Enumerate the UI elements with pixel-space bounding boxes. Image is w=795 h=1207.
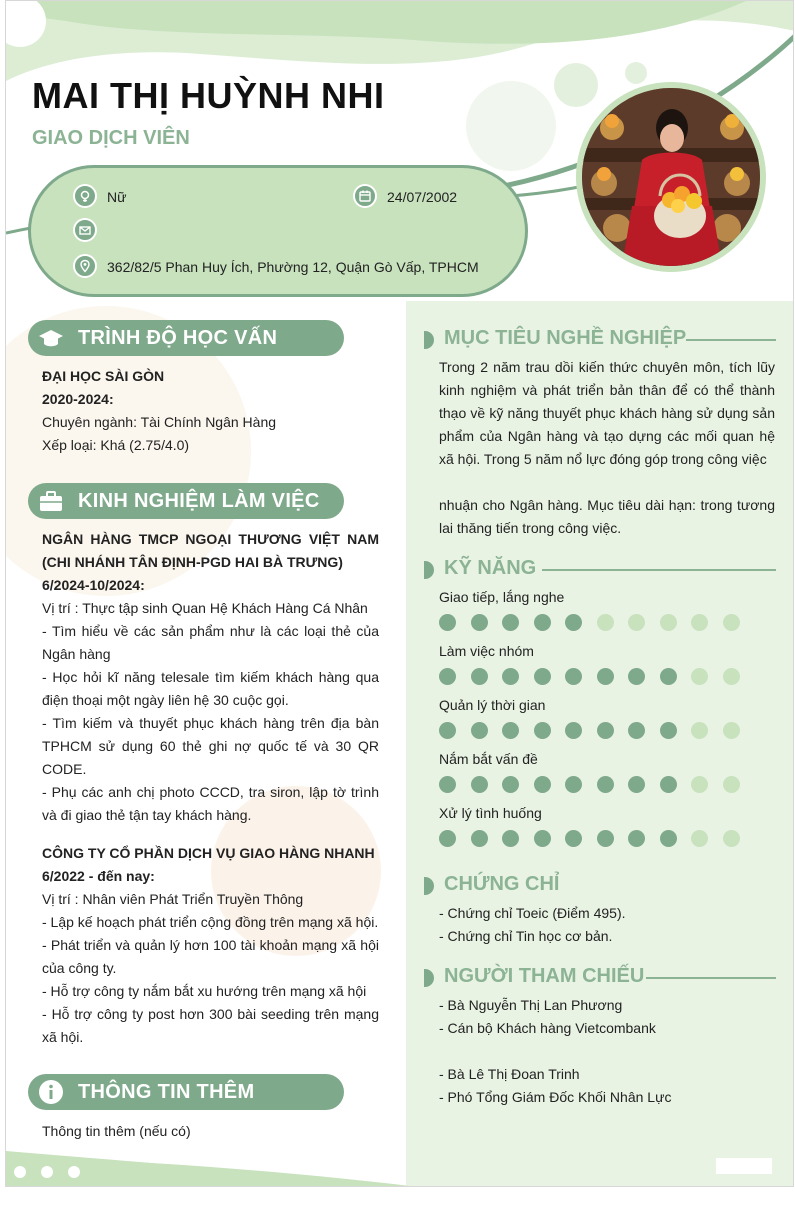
rating-dot xyxy=(565,614,582,631)
experience-section-header xyxy=(28,483,344,519)
decor-dot xyxy=(68,1166,80,1178)
experience-job-1 xyxy=(42,528,379,827)
education-school: ĐẠI HỌC SÀI GÒN xyxy=(42,368,165,384)
references-title: NGƯỜI THAM CHIẾU xyxy=(444,965,645,987)
rating-dot xyxy=(691,668,708,685)
candidate-role: GIAO DỊCH VIÊN xyxy=(32,127,190,149)
graduation-cap-icon xyxy=(38,325,64,351)
job-company: CÔNG TY CỔ PHẦN DỊCH VỤ GIAO HÀNG NHANH xyxy=(42,845,375,861)
address-value: 362/82/5 Phan Huy Ích, Phường 12, Quận Gò Vấp, TPHCM xyxy=(107,259,479,275)
rating-dot xyxy=(691,776,708,793)
extra-section-header xyxy=(28,1074,344,1110)
rating-dot xyxy=(691,614,708,631)
rating-dot xyxy=(439,668,456,685)
reference-name: - Bà Lê Thị Đoan Trinh xyxy=(439,1066,580,1082)
education-major: Chuyên ngành: Tài Chính Ngân Hàng xyxy=(42,414,277,430)
job-company: NGÂN HÀNG TMCP NGOẠI THƯƠNG VIỆT NAM (CHI NHÁNH TÂN ĐỊNH-PGD HAI BÀ TRƯNG) xyxy=(42,531,379,570)
rating-dot xyxy=(439,722,456,739)
briefcase-icon xyxy=(38,488,64,514)
rating-dot xyxy=(471,776,488,793)
education-grade: Xếp loại: Khá (2.75/4.0) xyxy=(42,437,190,453)
job-task: - Học hỏi kĩ năng telesale tìm kiếm khách hàng qua điện thoại một ngày liên hệ 30 cuộc gọi. xyxy=(42,669,379,708)
rating-dot xyxy=(723,668,740,685)
rating-dot xyxy=(534,668,551,685)
gender-value: Nữ xyxy=(107,189,127,205)
rating-dot xyxy=(628,614,645,631)
rating-dot xyxy=(660,668,677,685)
rating-dot xyxy=(565,776,582,793)
skill-name: Giao tiếp, lắng nghe xyxy=(439,589,565,605)
certificate-item: - Chứng chỉ Tin học cơ bản. xyxy=(439,928,613,944)
rating-dot xyxy=(534,614,551,631)
rating-dot xyxy=(534,776,551,793)
objective-section-header xyxy=(424,327,776,353)
job-position: Vị trí : Nhân viên Phát Triển Truyền Thông xyxy=(42,891,304,907)
rating-dot xyxy=(565,722,582,739)
job-task: - Lập kế hoạch phát triển cộng đồng trên mạng xã hội. xyxy=(42,914,379,930)
experience-title: KINH NGHIỆM LÀM VIỆC xyxy=(78,490,320,512)
rating-dot xyxy=(439,614,456,631)
job-period: 6/2024-10/2024: xyxy=(42,577,145,593)
skill-name: Quản lý thời gian xyxy=(439,697,546,713)
rating-dot xyxy=(471,830,488,847)
rating-dot xyxy=(502,722,519,739)
rating-dot xyxy=(502,830,519,847)
rating-dot xyxy=(597,830,614,847)
extra-text: Thông tin thêm (nếu có) xyxy=(42,1123,191,1139)
rating-dot xyxy=(660,722,677,739)
location-icon xyxy=(73,254,97,278)
rating-dot xyxy=(502,668,519,685)
rating-dot xyxy=(471,614,488,631)
rating-dot xyxy=(565,830,582,847)
rating-dot xyxy=(439,830,456,847)
cv-page xyxy=(5,0,794,1187)
skills-title: KỸ NĂNG xyxy=(444,557,537,579)
education-block xyxy=(42,365,379,457)
skill-name: Xử lý tình huống xyxy=(439,805,542,821)
objective-text: Trong 2 năm trau dồi kiến thức chuyên môn, tích lũy kinh nghiệm và phát triển bản thân để có thể thành thạo về kỹ năng thuyết phục khách hàng sử dụng sản phẩm của Ngân hàng và tạo dựng các mối quan hệ xã hội. Trong 5 năm nổ lực đóng góp trong công việc nhuận cho Ngân hàng. Mục tiêu dài hạn: trong tương lai thăng tiến trong công việc. xyxy=(439,359,775,536)
rating-dot xyxy=(597,668,614,685)
rating-dot xyxy=(471,668,488,685)
rating-dot xyxy=(660,830,677,847)
job-task: - Hỗ trợ công ty post hơn 300 bài seeding trên mạng xã hội. xyxy=(42,1006,379,1045)
certificates-section-header xyxy=(424,873,776,899)
certificate-item: - Chứng chỉ Toeic (Điểm 495). xyxy=(439,905,626,921)
rating-dot xyxy=(628,830,645,847)
profile-photo xyxy=(582,88,760,266)
rating-dot xyxy=(723,614,740,631)
decor-dot xyxy=(41,1166,53,1178)
references-section-header xyxy=(424,965,776,991)
rating-dot xyxy=(502,776,519,793)
rating-dot xyxy=(723,722,740,739)
rating-dot xyxy=(723,776,740,793)
extra-title: THÔNG TIN THÊM xyxy=(78,1081,255,1103)
job-period: 6/2022 - đến nay: xyxy=(42,868,155,884)
rating-dot xyxy=(628,776,645,793)
decor-dot xyxy=(14,1166,26,1178)
job-position: Vị trí : Thực tập sinh Quan Hệ Khách Hàng Cá Nhân xyxy=(42,600,368,616)
email-icon xyxy=(73,218,97,242)
rating-dot xyxy=(597,776,614,793)
rating-dot xyxy=(534,722,551,739)
info-icon xyxy=(38,1079,64,1105)
education-title: TRÌNH ĐỘ HỌC VẤN xyxy=(78,327,278,349)
skill-name: Làm việc nhóm xyxy=(439,643,534,659)
certificates-list xyxy=(439,902,775,948)
skills-section-header xyxy=(424,557,776,583)
rating-dot xyxy=(660,776,677,793)
job-task: - Phát triển và quản lý hơn 100 tài khoản mạng xã hội của công ty. xyxy=(42,937,379,976)
calendar-icon xyxy=(353,184,377,208)
rating-dot xyxy=(597,614,614,631)
job-task: - Tìm kiếm và thuyết phục khách hàng trên địa bàn TPHCM sử dụng 60 thẻ ghi nợ quốc tế và 30 QR CODE. xyxy=(42,715,379,777)
rating-dot xyxy=(597,722,614,739)
reference-name: - Bà Nguyễn Thị Lan Phương xyxy=(439,997,623,1013)
job-task: - Tìm hiểu về các sản phẩm như là các loại thẻ của Ngân hàng xyxy=(42,623,379,662)
rating-dot xyxy=(565,668,582,685)
job-task: - Hỗ trợ công ty nắm bắt xu hướng trên mạng xã hội xyxy=(42,983,367,999)
objective-title: MỤC TIÊU NGHỀ NGHIỆP xyxy=(444,327,687,349)
job-task: - Phụ các anh chị photo CCCD, tra siron, lập tờ trình và đi giao thẻ tận tay khách hàng. xyxy=(42,784,379,823)
contact-box xyxy=(28,165,528,297)
rating-dot xyxy=(439,776,456,793)
birthdate-value: 24/07/2002 xyxy=(387,189,458,205)
gender-icon xyxy=(73,184,97,208)
certificates-title: CHỨNG CHỈ xyxy=(444,873,560,895)
rating-dot xyxy=(534,830,551,847)
rating-dot xyxy=(502,614,519,631)
references-list xyxy=(439,994,775,1109)
education-period: 2020-2024: xyxy=(42,391,114,407)
rating-dot xyxy=(660,614,677,631)
candidate-name: MAI THỊ HUỲNH NHI xyxy=(32,75,385,116)
skill-name: Nắm bắt vấn đề xyxy=(439,751,538,767)
rating-dot xyxy=(691,722,708,739)
rating-dot xyxy=(723,830,740,847)
education-section-header xyxy=(28,320,344,356)
rating-dot xyxy=(628,722,645,739)
rating-dot xyxy=(691,830,708,847)
rating-dot xyxy=(628,668,645,685)
reference-role: - Phó Tổng Giám Đốc Khối Nhân Lực xyxy=(439,1089,672,1105)
reference-role: - Cán bộ Khách hàng Vietcombank xyxy=(439,1020,656,1036)
rating-dot xyxy=(471,722,488,739)
experience-job-2 xyxy=(42,842,379,1049)
